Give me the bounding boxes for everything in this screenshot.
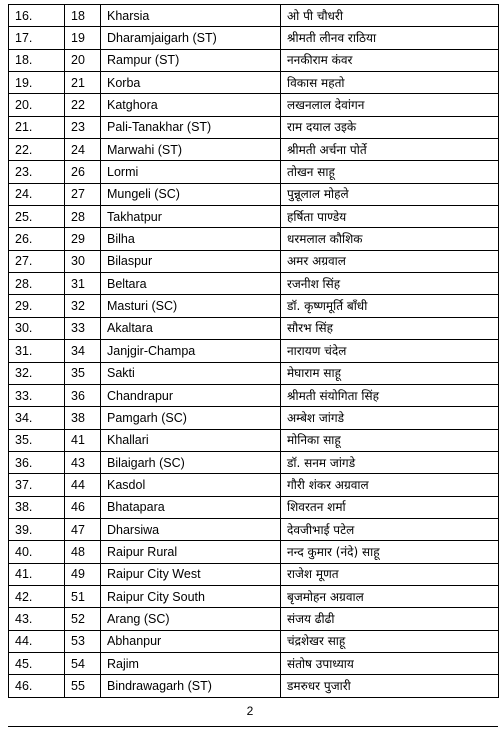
candidate-name-cell: राम दयाल उइके xyxy=(281,116,499,138)
constituency-name-cell: Khallari xyxy=(101,429,281,451)
serial-number-cell: 19. xyxy=(9,72,65,94)
constituency-name-cell: Abhanpur xyxy=(101,630,281,652)
serial-number-cell: 33. xyxy=(9,384,65,406)
constituency-number-cell: 41 xyxy=(65,429,101,451)
serial-number-cell: 45. xyxy=(9,652,65,674)
constituency-number-cell: 29 xyxy=(65,228,101,250)
serial-number-cell: 34. xyxy=(9,407,65,429)
table-row xyxy=(9,675,499,697)
serial-number-cell: 28. xyxy=(9,273,65,295)
candidate-name-cell: लखनलाल देवांगन xyxy=(281,94,499,116)
candidate-name-cell: ओ पी चौधरी xyxy=(281,5,499,27)
constituency-name-cell: Kasdol xyxy=(101,474,281,496)
table-row xyxy=(9,496,499,518)
constituency-number-cell: 33 xyxy=(65,317,101,339)
serial-number-cell: 18. xyxy=(9,49,65,71)
constituency-number-cell: 34 xyxy=(65,340,101,362)
table-row xyxy=(9,72,499,94)
bottom-divider xyxy=(8,726,498,727)
table-row xyxy=(9,183,499,205)
candidate-name-cell: देवजीभाई पटेल xyxy=(281,518,499,540)
serial-number-cell: 31. xyxy=(9,340,65,362)
serial-number-cell: 41. xyxy=(9,563,65,585)
constituency-number-cell: 43 xyxy=(65,451,101,473)
serial-number-cell: 44. xyxy=(9,630,65,652)
candidate-name-cell: धरमलाल कौशिक xyxy=(281,228,499,250)
serial-number-cell: 22. xyxy=(9,139,65,161)
serial-number-cell: 39. xyxy=(9,518,65,540)
candidate-name-cell: श्रीमती संयोगिता सिंह xyxy=(281,384,499,406)
constituency-name-cell: Raipur Rural xyxy=(101,541,281,563)
table-row xyxy=(9,608,499,630)
constituency-name-cell: Pamgarh (SC) xyxy=(101,407,281,429)
constituency-name-cell: Korba xyxy=(101,72,281,94)
constituency-number-cell: 22 xyxy=(65,94,101,116)
table-row xyxy=(9,273,499,295)
constituency-number-cell: 32 xyxy=(65,295,101,317)
constituency-name-cell: Sakti xyxy=(101,362,281,384)
table-row xyxy=(9,474,499,496)
candidate-name-cell: बृजमोहन अग्रवाल xyxy=(281,585,499,607)
constituency-number-cell: 55 xyxy=(65,675,101,697)
table-row xyxy=(9,407,499,429)
candidate-name-cell: नारायण चंदेल xyxy=(281,340,499,362)
table-row xyxy=(9,116,499,138)
constituency-number-cell: 36 xyxy=(65,384,101,406)
constituency-number-cell: 27 xyxy=(65,183,101,205)
constituency-number-cell: 38 xyxy=(65,407,101,429)
candidate-name-cell: पुन्नूलाल मोहले xyxy=(281,183,499,205)
constituency-name-cell: Dharsiwa xyxy=(101,518,281,540)
candidate-name-cell: शिवरतन शर्मा xyxy=(281,496,499,518)
constituency-number-cell: 54 xyxy=(65,652,101,674)
constituency-number-cell: 18 xyxy=(65,5,101,27)
table-row xyxy=(9,5,499,27)
candidate-name-cell: श्रीमती लीनव राठिया xyxy=(281,27,499,49)
table-row xyxy=(9,384,499,406)
serial-number-cell: 29. xyxy=(9,295,65,317)
candidate-name-cell: रजनीश सिंह xyxy=(281,273,499,295)
candidate-name-cell: हर्षिता पाण्डेय xyxy=(281,206,499,228)
table-row xyxy=(9,585,499,607)
constituency-name-cell: Raipur City South xyxy=(101,585,281,607)
constituency-name-cell: Bhatapara xyxy=(101,496,281,518)
constituency-name-cell: Mungeli (SC) xyxy=(101,183,281,205)
constituency-name-cell: Chandrapur xyxy=(101,384,281,406)
candidate-name-cell: संतोष उपाध्याय xyxy=(281,652,499,674)
serial-number-cell: 37. xyxy=(9,474,65,496)
serial-number-cell: 23. xyxy=(9,161,65,183)
serial-number-cell: 32. xyxy=(9,362,65,384)
candidate-name-cell: अमर अग्रवाल xyxy=(281,250,499,272)
candidate-name-cell: संजय ढीढी xyxy=(281,608,499,630)
table-row xyxy=(9,340,499,362)
candidate-name-cell: सौरभ सिंह xyxy=(281,317,499,339)
constituency-number-cell: 21 xyxy=(65,72,101,94)
constituency-name-cell: Bilaigarh (SC) xyxy=(101,451,281,473)
constituency-name-cell: Takhatpur xyxy=(101,206,281,228)
serial-number-cell: 25. xyxy=(9,206,65,228)
table-row xyxy=(9,27,499,49)
candidate-name-cell: विकास महतो xyxy=(281,72,499,94)
table-row xyxy=(9,228,499,250)
table-row xyxy=(9,429,499,451)
constituency-number-cell: 53 xyxy=(65,630,101,652)
constituency-number-cell: 24 xyxy=(65,139,101,161)
table-row xyxy=(9,630,499,652)
constituency-name-cell: Dharamjaigarh (ST) xyxy=(101,27,281,49)
constituency-name-cell: Bindrawagarh (ST) xyxy=(101,675,281,697)
constituency-number-cell: 20 xyxy=(65,49,101,71)
constituency-name-cell: Masturi (SC) xyxy=(101,295,281,317)
candidate-name-cell: गौरी शंकर अग्रवाल xyxy=(281,474,499,496)
constituency-name-cell: Arang (SC) xyxy=(101,608,281,630)
table-row xyxy=(9,250,499,272)
serial-number-cell: 24. xyxy=(9,183,65,205)
constituency-number-cell: 51 xyxy=(65,585,101,607)
candidate-name-cell: चंद्रशेखर साहू xyxy=(281,630,499,652)
constituency-name-cell: Kharsia xyxy=(101,5,281,27)
serial-number-cell: 21. xyxy=(9,116,65,138)
constituency-number-cell: 35 xyxy=(65,362,101,384)
table-row xyxy=(9,295,499,317)
table-row xyxy=(9,362,499,384)
candidate-name-cell: डॉ. कृष्णमूर्ति बाँधी xyxy=(281,295,499,317)
constituency-number-cell: 46 xyxy=(65,496,101,518)
table-row xyxy=(9,317,499,339)
table-row xyxy=(9,161,499,183)
table-row xyxy=(9,652,499,674)
serial-number-cell: 27. xyxy=(9,250,65,272)
constituency-number-cell: 49 xyxy=(65,563,101,585)
candidate-name-cell: तोखन साहू xyxy=(281,161,499,183)
serial-number-cell: 38. xyxy=(9,496,65,518)
constituency-number-cell: 30 xyxy=(65,250,101,272)
constituency-number-cell: 52 xyxy=(65,608,101,630)
constituency-name-cell: Janjgir-Champa xyxy=(101,340,281,362)
serial-number-cell: 40. xyxy=(9,541,65,563)
constituency-number-cell: 23 xyxy=(65,116,101,138)
candidate-name-cell: डॉ. सनम जांगडे xyxy=(281,451,499,473)
constituency-name-cell: Bilaspur xyxy=(101,250,281,272)
table-body xyxy=(9,5,499,698)
table-row xyxy=(9,541,499,563)
constituency-name-cell: Bilha xyxy=(101,228,281,250)
serial-number-cell: 36. xyxy=(9,451,65,473)
constituency-number-cell: 19 xyxy=(65,27,101,49)
table-row xyxy=(9,139,499,161)
candidate-name-cell: नन्द कुमार (नंदे) साहू xyxy=(281,541,499,563)
constituency-number-cell: 48 xyxy=(65,541,101,563)
table-row xyxy=(9,563,499,585)
constituency-name-cell: Lormi xyxy=(101,161,281,183)
serial-number-cell: 42. xyxy=(9,585,65,607)
serial-number-cell: 16. xyxy=(9,5,65,27)
serial-number-cell: 26. xyxy=(9,228,65,250)
candidate-name-cell: अम्बेश जांगडे xyxy=(281,407,499,429)
constituency-number-cell: 26 xyxy=(65,161,101,183)
serial-number-cell: 20. xyxy=(9,94,65,116)
constituency-name-cell: Katghora xyxy=(101,94,281,116)
serial-number-cell: 43. xyxy=(9,608,65,630)
constituency-name-cell: Akaltara xyxy=(101,317,281,339)
constituency-number-cell: 44 xyxy=(65,474,101,496)
table-row xyxy=(9,94,499,116)
candidate-name-cell: राजेश मूणत xyxy=(281,563,499,585)
table-row xyxy=(9,451,499,473)
constituency-name-cell: Pali-Tanakhar (ST) xyxy=(101,116,281,138)
candidate-name-cell: मेघाराम साहू xyxy=(281,362,499,384)
constituency-name-cell: Rampur (ST) xyxy=(101,49,281,71)
page-number: 2 xyxy=(246,704,254,718)
candidate-name-cell: डमरुधर पुजारी xyxy=(281,675,499,697)
constituency-name-cell: Rajim xyxy=(101,652,281,674)
constituency-number-cell: 31 xyxy=(65,273,101,295)
serial-number-cell: 46. xyxy=(9,675,65,697)
constituency-name-cell: Marwahi (ST) xyxy=(101,139,281,161)
constituency-number-cell: 28 xyxy=(65,206,101,228)
constituency-name-cell: Raipur City West xyxy=(101,563,281,585)
candidate-name-cell: ननकीराम कंवर xyxy=(281,49,499,71)
constituency-number-cell: 47 xyxy=(65,518,101,540)
candidate-name-cell: श्रीमती अर्चना पोर्ते xyxy=(281,139,499,161)
serial-number-cell: 35. xyxy=(9,429,65,451)
candidate-name-cell: मोनिका साहू xyxy=(281,429,499,451)
table-row xyxy=(9,206,499,228)
table-row xyxy=(9,49,499,71)
serial-number-cell: 17. xyxy=(9,27,65,49)
constituency-name-cell: Beltara xyxy=(101,273,281,295)
candidate-table xyxy=(8,4,499,698)
serial-number-cell: 30. xyxy=(9,317,65,339)
table-row xyxy=(9,518,499,540)
